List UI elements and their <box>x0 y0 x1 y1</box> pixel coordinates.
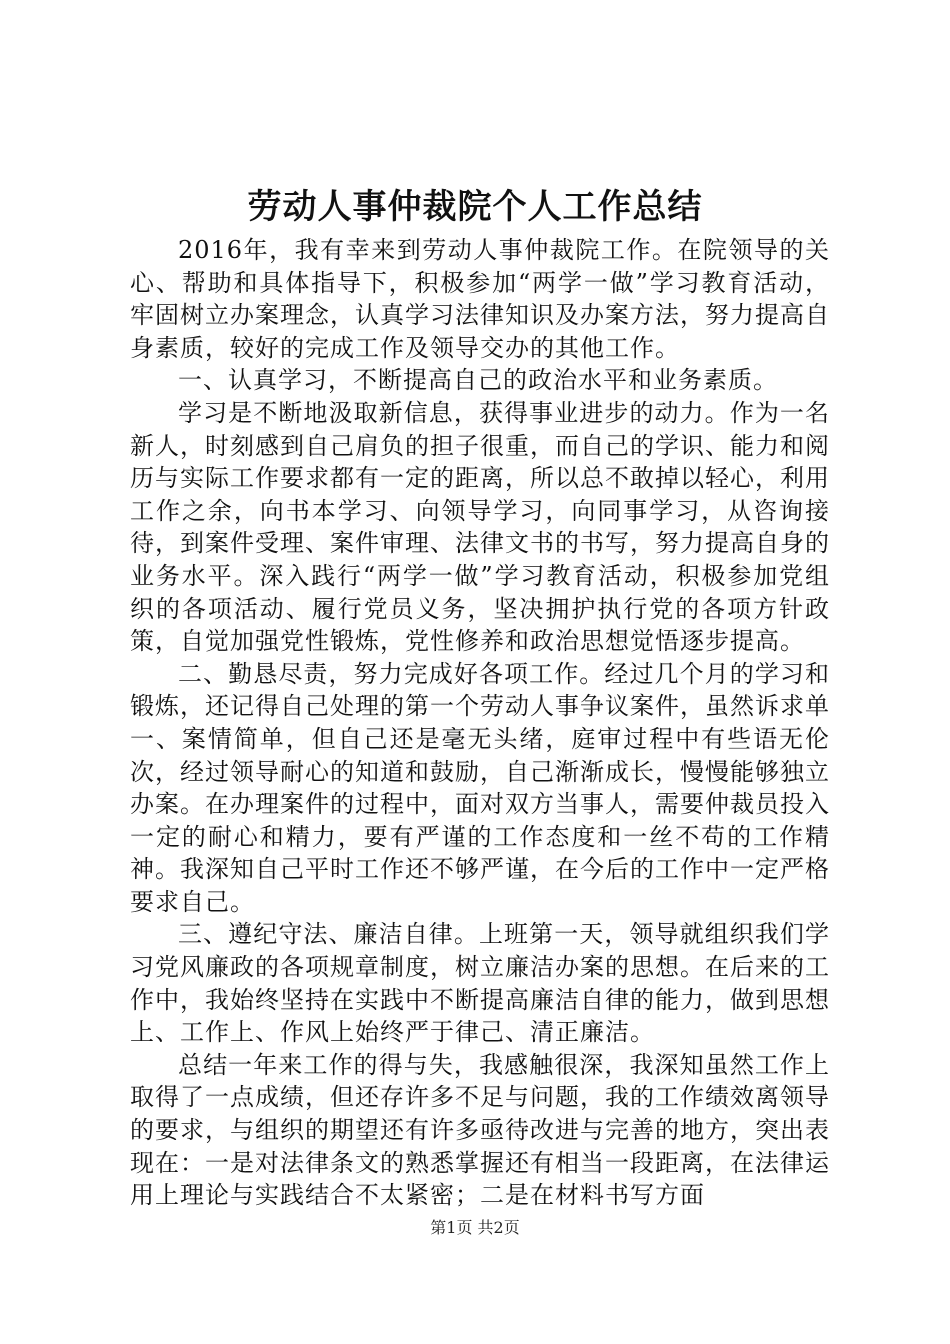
document-body <box>130 234 830 1212</box>
page-footer: 第1页 共2页 <box>430 1218 520 1237</box>
paragraph-heading-2: 二、勤恳尽责，努力完成好各项工作。经过几个月的学习和锻炼，还记得自己处理的第一个劳动人事争议案件，虽然诉求单一、案情简单，但自己还是毫无头绪，庭审过程中有些语无伦次，经过领导耐心的知道和鼓励，自己渐渐成长，慢慢能够独立办案。在办理案件的过程中，面对双方当事人，需要仲裁员投入一定的耐心和精力，要有严谨的工作态度和一丝不苟的工作精神。我深知自己平时工作还不够严谨，在今后的工作中一定严格要求自己。 <box>130 659 830 916</box>
document-title: 劳动人事仲裁院个人工作总结 <box>247 187 703 227</box>
paragraph-intro: 2016年，我有幸来到劳动人事仲裁院工作。在院领导的关心、帮助和具体指导下，积极参加“两学一做”学习教育活动，牢固树立办案理念，认真学习法律知识及办案方法，努力提高自身素质，较好的完成工作及领导交办的其他工作。 <box>130 236 830 362</box>
paragraph-study: 学习是不断地汲取新信息，获得事业进步的动力。作为一名新人，时刻感到自己肩负的担子很重，而自己的学识、能力和阅历与实际工作要求都有一定的距离，所以总不敢掉以轻心，利用工作之余，向书本学习、向领导学习，向同事学习，从咨询接待，到案件受理、案件审理、法律文书的书写，努力提高自身的业务水平。深入践行“两学一做”学习教育活动，积极参加党组织的各项活动、履行党员义务，坚决拥护执行党的各项方针政策，自觉加强党性锻炼，党性修养和政治思想觉悟逐步提高。 <box>130 398 830 656</box>
paragraph-heading-1: 一、认真学习，不断提高自己的政治水平和业务素质。 <box>178 366 778 395</box>
paragraph-heading-3: 三、遵纪守法、廉洁自律。上班第一天，领导就组织我们学习党风廉政的各项规章制度，树立廉洁办案的思想。在后来的工作中，我始终坚持在实践中不断提高廉洁自律的能力，做到思想上、工作上、作风上始终严于律己、清正廉洁。 <box>130 920 830 1047</box>
paragraph-summary: 总结一年来工作的得与失，我感触很深，我深知虽然工作上取得了一点成绩，但还存许多不足与问题，我的工作绩效离领导的要求，与组织的期望还有许多亟待改进与完善的地方，突出表现在：一是对法律条文的熟悉掌握还有相当一段距离，在法律运用上理论与实践结合不太紧密；二是在材料书写方面 <box>130 1050 830 1210</box>
